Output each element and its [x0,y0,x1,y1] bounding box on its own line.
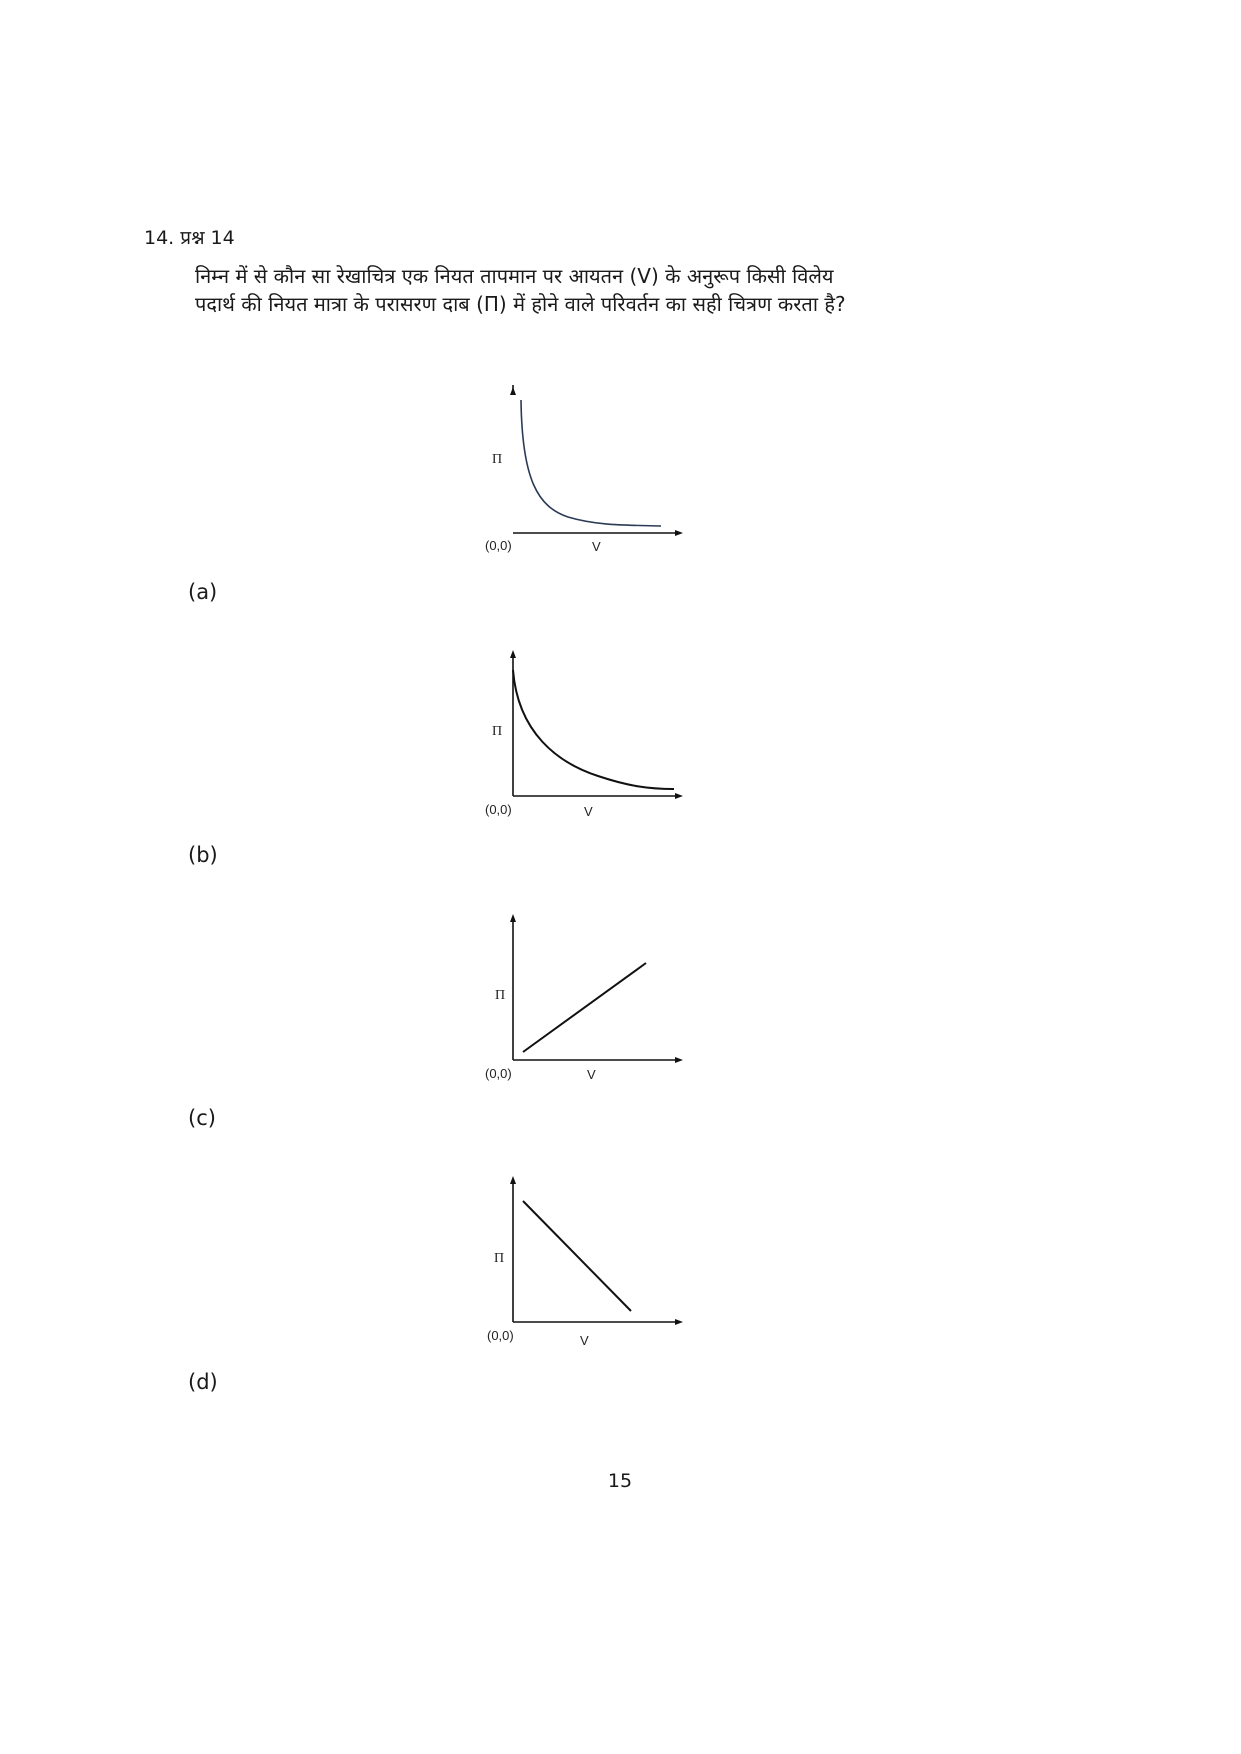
y-axis-label: Π [492,452,503,467]
pressure-volume-curve [513,670,674,789]
page-number: 15 [607,1470,633,1492]
y-axis-arrow [510,650,516,658]
graph-option-b [478,648,698,828]
option-a-label: (a) [188,580,218,604]
graph-option-d [478,1174,698,1354]
y-axis-label: Π [492,724,503,739]
question-heading: प्रश्न 14 [180,227,235,249]
pressure-volume-line [523,963,646,1052]
question-number: 14. [144,227,175,249]
question-number-line [144,224,235,250]
x-axis-arrow [675,530,683,536]
origin-label: (0,0) [485,1066,512,1081]
origin-label: (0,0) [485,538,512,553]
question-text-line: निम्न में से कौन सा रेखाचित्र एक नियत तापमान पर आयतन (V) के अनुरूप किसी विलेय [195,264,834,288]
x-axis-label: V [587,1067,596,1082]
y-axis-arrow [510,387,516,395]
option-b-label: (b) [188,843,218,867]
graph-option-a [478,385,698,565]
graph-option-c [478,912,698,1092]
x-axis-arrow [675,793,683,799]
x-axis-label: V [584,804,593,819]
pressure-volume-line [523,1201,631,1311]
y-axis-arrow [510,1176,516,1184]
option-d-label: (d) [188,1370,218,1394]
question-text [195,262,846,318]
y-axis-arrow [510,914,516,922]
origin-label: (0,0) [485,802,512,817]
y-axis-label: Π [495,988,506,1003]
y-axis-label: Π [494,1251,505,1266]
origin-label: (0,0) [487,1328,514,1343]
option-c-label: (c) [188,1106,216,1130]
x-axis-label: V [580,1333,589,1348]
x-axis-arrow [675,1319,683,1325]
x-axis-label: V [592,539,601,554]
question-text-line: पदार्थ की नियत मात्रा के परासरण दाब (Π) में होने वाले परिवर्तन का सही चित्रण करता है? [195,292,846,316]
x-axis-arrow [675,1057,683,1063]
pressure-volume-curve [521,400,661,526]
